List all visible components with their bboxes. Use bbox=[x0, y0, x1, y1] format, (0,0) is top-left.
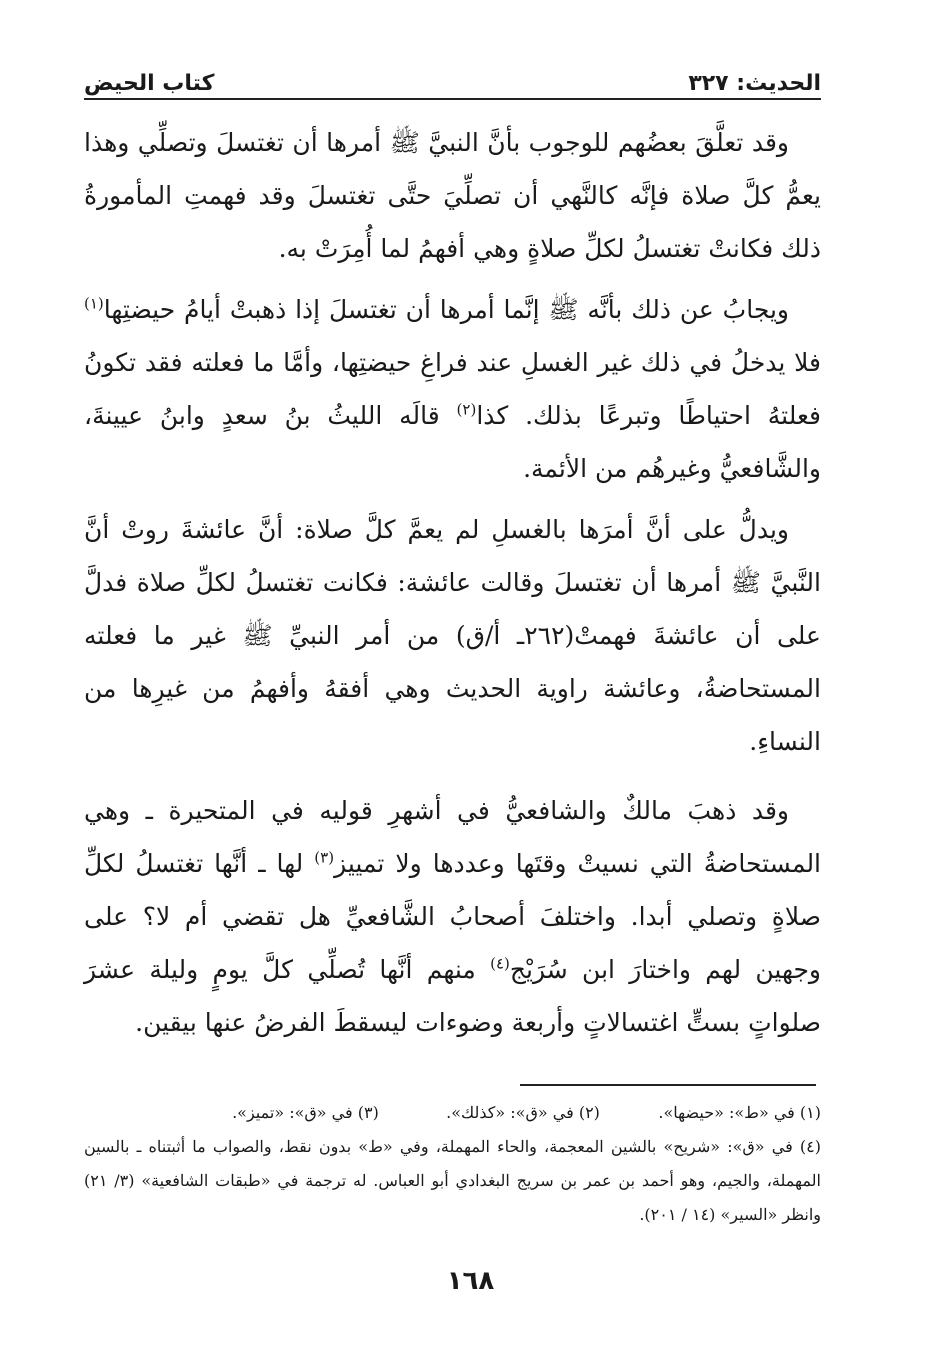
footnote-ref-2: (٢) bbox=[456, 400, 477, 419]
paragraph-3: ويدلُّ على أنَّ أمرَها بالغسلِ لم يعمَّ كلَّ صلاة: أنَّ عائشةَ روتْ أنَّ النَّبيَّ ﷺ أمرها أن تغتسلَ وقالت عائشة: فكانت تغتسلُ لكلِّ صلاة فدلَّ على أن عائشةَ فهمتْ(٢٦٢ـ أ/ق) من أمر النبيِّ ﷺ غير ما فعلته المستحاضةُ، وعائشة راوية الحديث وهي أفقهُ وأفهمُ من غيرِها من النساءِ. bbox=[84, 515, 821, 756]
footnote-4: (٤) في «ق»: «شريح» بالشين المعجمة، والحاء المهملة، وفي «ط» بدون نقط، والصواب ما أثبتناه ـ بالسين المهملة، والجيم، وهو أحمد بن عمر بن سريج البغدادي أبو العباس. له ترجمة في «طبقات الشافعية» (٣/ ٢١) وانظر «السير» (١٤ / ٢٠١). bbox=[84, 1137, 821, 1224]
paragraph-2-part-c: قالَه الليثُ بنُ سعدٍ وابنُ عيينةَ، والشَّافعيُّ وغيرهُم من الأئمة. bbox=[84, 401, 821, 483]
footnote-ref-1: (١) bbox=[84, 294, 104, 313]
main-text bbox=[84, 116, 821, 1057]
footnote-3: (٣) في «ق»: «تميز». bbox=[232, 1103, 379, 1122]
page-number: ١٦٨ bbox=[446, 1266, 495, 1296]
paragraph-2-part-b: فلا يدخلُ في ذلك غير الغسلِ عند فراغِ حيضتِها، وأمَّا ما فعلته فقد تكونُ فعلتهُ احتياطًا وتبرعًا بذلك. كذا bbox=[84, 348, 822, 430]
footnote-divider bbox=[520, 1084, 816, 1086]
chapter-title: كتاب الحيض bbox=[84, 71, 215, 96]
footnote-ref-4: (٤) bbox=[490, 954, 510, 973]
paragraph-4-part-c: منهم أنَّها تُصلِّي كلَّ يومٍ وليلة عشرَ صلواتٍ بستٍّ اغتسالاتٍ وأربعة وضوءات ليسقطَ الفرضُ عنها بيقين. bbox=[84, 955, 821, 1037]
paragraph-2-part-a: ويجابُ عن ذلك بأنَّه ﷺ إنَّما أمرها أن تغتسلَ إذا ذهبتْ أيامُ حيضتِها bbox=[103, 295, 789, 324]
paragraph-2 bbox=[84, 283, 821, 495]
paragraph-4-part-b: لها ـ أنَّها تغتسلُ لكلِّ صلاةٍ وتصلي أبدا. واختلفَ أصحابُ الشَّافعيِّ هل تقضي أم لا؟ على وجهين لهم واختارَ ابن سُرَيْج bbox=[84, 849, 821, 984]
footnote-row bbox=[84, 1096, 821, 1130]
footnote-ref-3: (٣) bbox=[314, 848, 335, 867]
footnote-1: (١) في «ط»: «حيضها». bbox=[658, 1103, 821, 1122]
hadith-reference: الحديث: ٣٢٧ bbox=[688, 71, 821, 96]
footnote-2: (٢) في «ق»: «كذلك». bbox=[446, 1103, 600, 1122]
footnotes bbox=[84, 1096, 821, 1232]
paragraph-4 bbox=[84, 784, 821, 1049]
paragraph-4-part-a: وقد ذهبَ مالكٌ والشافعيُّ في أشهرِ قوليه في المتحيرة ـ وهي المستحاضةُ التي نسيتْ وقتَها وعددها ولا تمييز bbox=[84, 796, 822, 878]
running-header bbox=[84, 56, 821, 96]
header-divider bbox=[84, 98, 821, 100]
paragraph-1: وقد تعلَّقَ بعضُهم للوجوب بأنَّ النبيَّ ﷺ أمرها أن تغتسلَ وتصلِّي وهذا يعمُّ كلَّ صلاة فإنَّه كالنَّهي أن تصلِّيَ حتَّى تغتسلَ وقد فهمتِ المأمورةُ ذلك فكانتْ تغتسلُ لكلِّ صلاةٍ وهي أفهمُ لما أُمِرَتْ به. bbox=[84, 128, 821, 263]
